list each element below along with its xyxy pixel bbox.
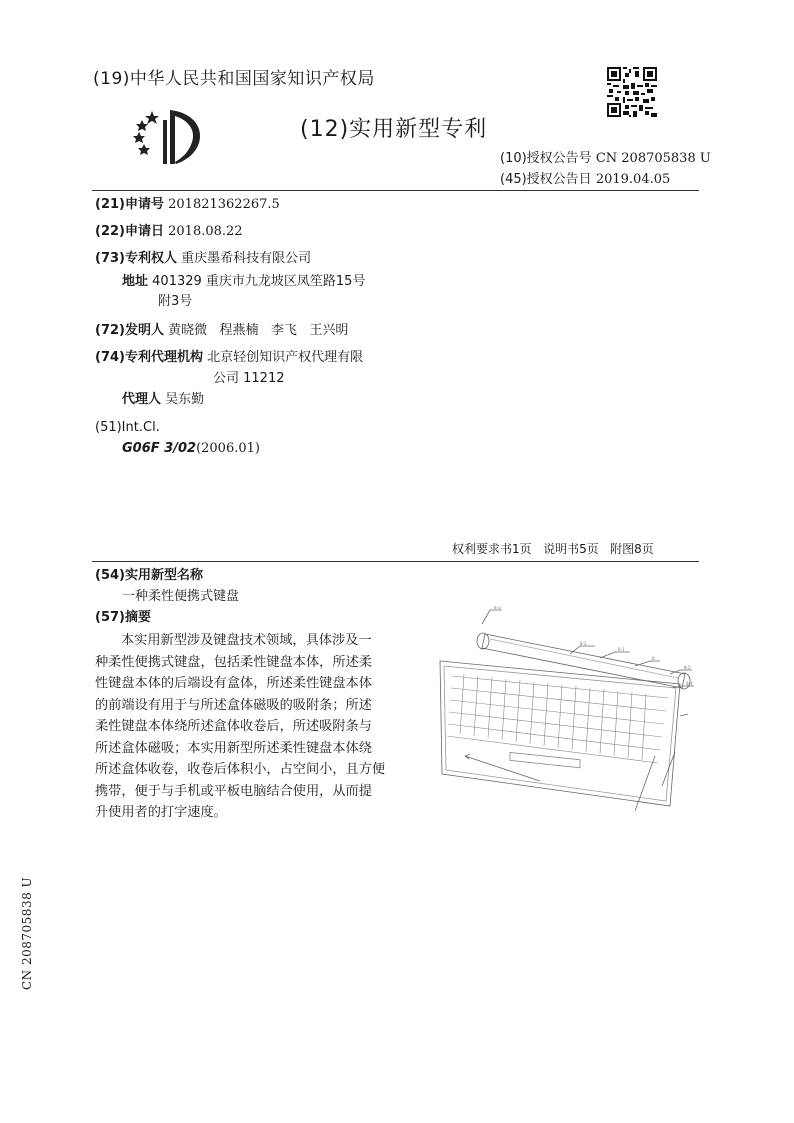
svg-text:8-4: 8-4 [686, 681, 693, 686]
publication-number: CN 208705838 U [595, 151, 711, 166]
office-name: (19)中华人民共和国国家知识产权局 [93, 69, 375, 89]
publication-number-row [500, 150, 711, 167]
application-number: 201821362267.5 [168, 197, 280, 212]
agency-label: (74)专利代理机构 [95, 350, 203, 365]
cnipa-logo-icon [130, 106, 206, 168]
svg-text:8-2: 8-2 [580, 641, 587, 646]
agency-line1: 北京轻创知识产权代理有限 [207, 350, 364, 365]
application-date-row [95, 223, 243, 240]
patent-type-title: (12)实用新型专利 [300, 117, 488, 142]
abstract-line: 所述盒体磁吸；本实用新型所述柔性键盘本体绕 [95, 740, 372, 756]
application-date: 2018.08.22 [168, 224, 243, 239]
abstract-line: 所述盒体收卷，收卷后体积小，占空间小，且方便 [95, 762, 386, 777]
abstract-divider [92, 561, 699, 562]
abstract-line: 的前端设有用于与所述盒体磁吸的吸附条；所述 [95, 697, 372, 713]
agent-name: 吴东勤 [165, 392, 205, 407]
abstract-line: 柔性键盘本体绕所述盒体收卷后，所述吸附条与 [95, 719, 372, 734]
svg-text:8-3: 8-3 [494, 606, 501, 610]
address-label: 地址 [122, 274, 149, 289]
header-divider [92, 190, 699, 191]
pages-info: 权利要求书1页 说明书5页 附图8页 [452, 542, 654, 556]
abstract-line: 携带，便于与手机或平板电脑结合使用，从而提 [95, 783, 372, 799]
abstract-line: 升使用者的打字速度。 [95, 805, 227, 820]
inventor-names: 黄晓微 程燕楠 李飞 王兴明 [168, 323, 349, 338]
inventor-label: (72)发明人 [95, 323, 164, 338]
address-row [122, 273, 365, 290]
address-line2: 附3号 [158, 294, 193, 309]
keyboard-figure [430, 606, 700, 821]
publication-date: 2019.04.05 [595, 172, 671, 187]
agency-line2: 公司 11212 [213, 371, 285, 386]
application-date-label: (22)申请日 [95, 224, 164, 239]
utility-model-title: 一种柔性便携式键盘 [122, 589, 240, 604]
abstract-line: 性键盘本体的后端设有盒体，所述柔性键盘本体 [95, 676, 372, 691]
svg-text:8-1: 8-1 [618, 647, 625, 652]
svg-text:8: 8 [652, 656, 655, 661]
patentee-row [95, 250, 311, 267]
abstract-line: 本实用新型涉及键盘技术领域，具体涉及一 [121, 633, 372, 648]
publication-date-label: (45)授权公告日 [500, 172, 592, 187]
patentee-name: 重庆墨希科技有限公司 [181, 251, 312, 266]
publication-number-label: (10)授权公告号 [500, 151, 592, 166]
abstract-line: 种柔性便携式键盘，包括柔性键盘本体，所述柔 [95, 654, 372, 670]
agent-row [122, 391, 204, 408]
qr-code-icon [607, 67, 657, 117]
title-label: (54)实用新型名称 [95, 568, 203, 583]
application-number-row [95, 196, 280, 213]
intcl-row [122, 440, 260, 457]
intcl-year: (2006.01) [196, 441, 260, 456]
patentee-label: (73)专利权人 [95, 251, 177, 266]
address-line1: 401329 重庆市九龙坡区凤笙路15号 [152, 274, 366, 289]
publication-date-row [500, 171, 670, 188]
agent-label: 代理人 [122, 392, 162, 407]
inventor-row [95, 322, 348, 339]
intcl-label: (51)Int.Cl. [95, 420, 160, 435]
abstract-text [95, 630, 385, 824]
side-patent-number: CN 208705838 U [20, 876, 34, 990]
abstract-label: (57)摘要 [95, 610, 151, 625]
agency-row [95, 349, 363, 366]
application-number-label: (21)申请号 [95, 197, 164, 212]
svg-text:8-5: 8-5 [684, 665, 691, 670]
intcl-class: G06F 3/02 [122, 441, 197, 456]
